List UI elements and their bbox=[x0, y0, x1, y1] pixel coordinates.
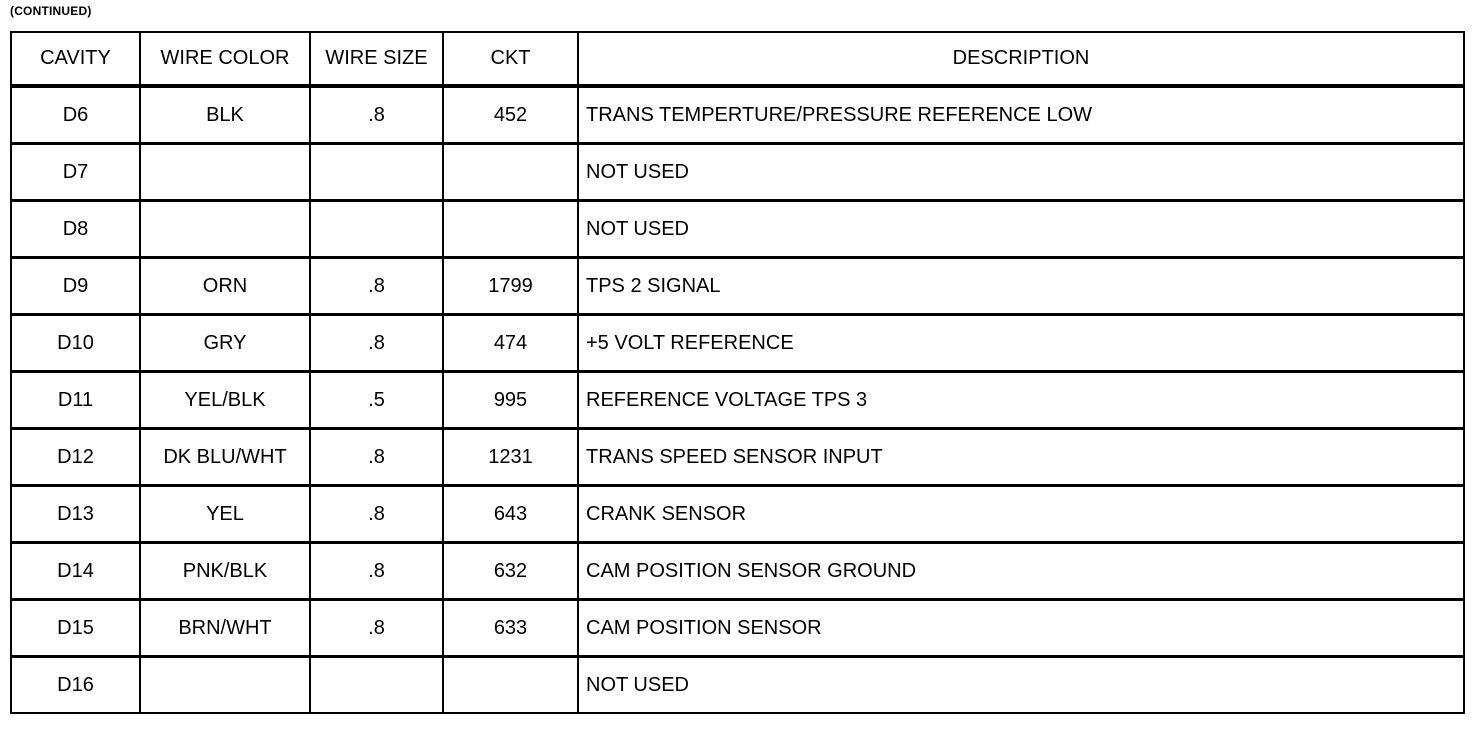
wire-size-cell: .8 bbox=[310, 429, 443, 486]
ckt-cell: 452 bbox=[443, 86, 578, 144]
cavity-cell: D11 bbox=[11, 372, 140, 429]
description-cell: TPS 2 SIGNAL bbox=[578, 258, 1464, 315]
wire-color-cell: BRN/WHT bbox=[140, 600, 310, 657]
wire-size-cell bbox=[310, 657, 443, 714]
table-row bbox=[11, 486, 1464, 543]
cavity-cell: D14 bbox=[11, 543, 140, 600]
table-header-row bbox=[11, 32, 1464, 86]
description-cell: NOT USED bbox=[578, 201, 1464, 258]
cavity-cell: D13 bbox=[11, 486, 140, 543]
wire-size-cell: .5 bbox=[310, 372, 443, 429]
cavity-cell: D6 bbox=[11, 86, 140, 144]
header-description: DESCRIPTION bbox=[578, 32, 1464, 86]
cavity-cell: D9 bbox=[11, 258, 140, 315]
table-row bbox=[11, 600, 1464, 657]
header-ckt: CKT bbox=[443, 32, 578, 86]
ckt-cell: 632 bbox=[443, 543, 578, 600]
description-cell: +5 VOLT REFERENCE bbox=[578, 315, 1464, 372]
table-row bbox=[11, 372, 1464, 429]
description-cell: REFERENCE VOLTAGE TPS 3 bbox=[578, 372, 1464, 429]
header-wire-size: WIRE SIZE bbox=[310, 32, 443, 86]
description-cell: TRANS TEMPERTURE/PRESSURE REFERENCE LOW bbox=[578, 86, 1464, 144]
ckt-cell bbox=[443, 144, 578, 201]
wire-color-cell: DK BLU/WHT bbox=[140, 429, 310, 486]
wire-size-cell: .8 bbox=[310, 543, 443, 600]
header-cavity: CAVITY bbox=[11, 32, 140, 86]
ckt-cell: 633 bbox=[443, 600, 578, 657]
table-row bbox=[11, 429, 1464, 486]
ckt-cell: 995 bbox=[443, 372, 578, 429]
cavity-cell: D15 bbox=[11, 600, 140, 657]
wire-size-cell bbox=[310, 201, 443, 258]
description-cell: CAM POSITION SENSOR GROUND bbox=[578, 543, 1464, 600]
wire-color-cell: ORN bbox=[140, 258, 310, 315]
wire-size-cell: .8 bbox=[310, 86, 443, 144]
wire-color-cell bbox=[140, 657, 310, 714]
ckt-cell: 474 bbox=[443, 315, 578, 372]
description-cell: NOT USED bbox=[578, 657, 1464, 714]
wire-color-cell: YEL bbox=[140, 486, 310, 543]
cavity-cell: D8 bbox=[11, 201, 140, 258]
table-row bbox=[11, 315, 1464, 372]
description-cell: CAM POSITION SENSOR bbox=[578, 600, 1464, 657]
description-cell: CRANK SENSOR bbox=[578, 486, 1464, 543]
cavity-cell: D12 bbox=[11, 429, 140, 486]
table-row bbox=[11, 543, 1464, 600]
wire-size-cell: .8 bbox=[310, 486, 443, 543]
ckt-cell bbox=[443, 201, 578, 258]
wire-color-cell bbox=[140, 144, 310, 201]
description-cell: TRANS SPEED SENSOR INPUT bbox=[578, 429, 1464, 486]
wire-size-cell: .8 bbox=[310, 258, 443, 315]
ckt-cell: 1231 bbox=[443, 429, 578, 486]
header-wire-color: WIRE COLOR bbox=[140, 32, 310, 86]
cavity-cell: D7 bbox=[11, 144, 140, 201]
description-cell: NOT USED bbox=[578, 144, 1464, 201]
table-row bbox=[11, 201, 1464, 258]
wire-color-cell: PNK/BLK bbox=[140, 543, 310, 600]
wiring-table bbox=[10, 31, 1465, 714]
wire-color-cell: GRY bbox=[140, 315, 310, 372]
wire-size-cell: .8 bbox=[310, 600, 443, 657]
table-row bbox=[11, 258, 1464, 315]
cavity-cell: D10 bbox=[11, 315, 140, 372]
wire-size-cell bbox=[310, 144, 443, 201]
ckt-cell: 643 bbox=[443, 486, 578, 543]
cavity-cell: D16 bbox=[11, 657, 140, 714]
ckt-cell: 1799 bbox=[443, 258, 578, 315]
table-row bbox=[11, 144, 1464, 201]
wire-color-cell bbox=[140, 201, 310, 258]
wire-color-cell: YEL/BLK bbox=[140, 372, 310, 429]
wire-color-cell: BLK bbox=[140, 86, 310, 144]
ckt-cell bbox=[443, 657, 578, 714]
table-row bbox=[11, 657, 1464, 714]
wire-size-cell: .8 bbox=[310, 315, 443, 372]
table-row bbox=[11, 86, 1464, 144]
continued-label: (CONTINUED) bbox=[10, 4, 92, 18]
